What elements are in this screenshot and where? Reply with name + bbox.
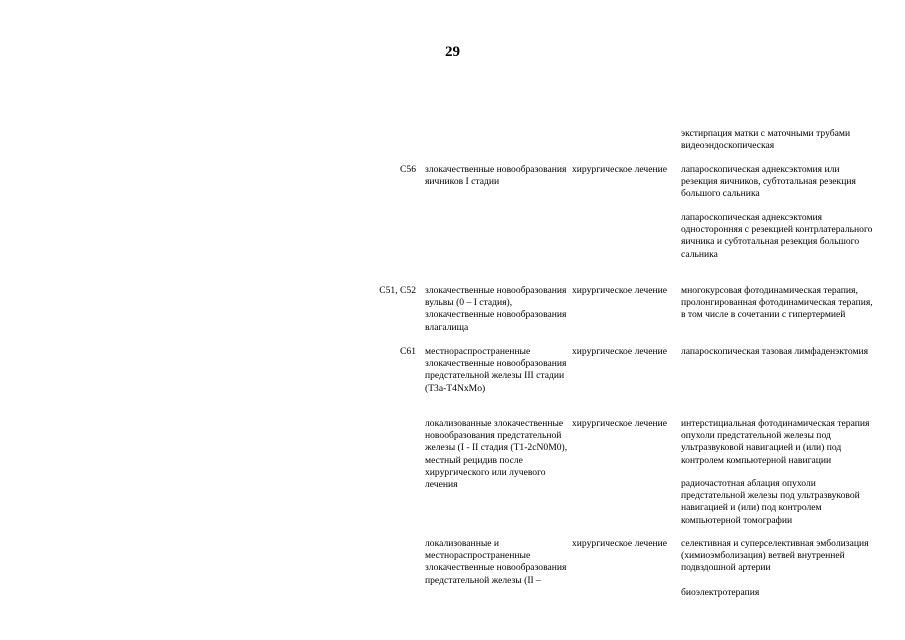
diagnosis-cell: местнораспространенные злокачественные новообразования предстательной железы III стадии (T3a-T4NxMo)	[425, 346, 567, 394]
icd-code: C51, C52	[379, 285, 416, 296]
diagnosis-cell: локализованные злокачественные новообразования предстательной железы (I - II стадия (T1-2cN0M0), местный рецидив после хирургического или лучевого лечения	[425, 418, 568, 491]
page-number: 29	[445, 44, 460, 60]
treatment-method: лапароскопическая аднексэктомия или резекция яичников, субтотальная резекция большого сальника	[681, 164, 856, 200]
treatment-method: лапароскопическая тазовая лимфаденэктомия	[681, 346, 869, 357]
treatment-method: многокурсовая фотодинамическая терапия, пролонгированная фотодинамическая терапия, в том числе в сочетании с гипертермией	[681, 285, 873, 321]
treatment-type-cell: хирургическое лечение	[572, 346, 668, 357]
treatment-type-cell: хирургическое лечение	[572, 418, 668, 429]
treatment-type-cell: хирургическое лечение	[572, 164, 668, 175]
treatment-type-cell: хирургическое лечение	[572, 538, 668, 549]
treatment-method: радиочастотная аблация опухоли предстательной железы под ультразвуковой навигацией и (или) под контролем компьютерной томографии	[681, 478, 860, 526]
treatment-method: экстирпация матки с маточными трубами видеоэндоскопическая	[681, 128, 851, 152]
icd-code: C61	[400, 346, 416, 357]
treatment-type-cell: хирургическое лечение	[572, 285, 668, 296]
treatment-method: биоэлектротерапия	[681, 587, 760, 598]
icd-code: C56	[400, 164, 416, 175]
treatment-method: селективная и суперселективная эмболизация (химиоэмболизация) ветвей внутренней подвздошной артерии	[681, 538, 869, 574]
treatment-method: интерстициальная фотодинамическая терапия опухоли предстательной железы под ультразвуковой навигацией и (или) под контролем компьютерной навигации	[681, 418, 870, 466]
treatment-method: лапароскопическая аднексэктомия односторонняя с резекцией контрлатерального яичника и субтотальная резекция большого сальника	[681, 212, 873, 260]
diagnosis-cell: злокачественные новообразования вульвы (0 – I стадия), злокачественные новообразования влагалища	[425, 285, 567, 333]
diagnosis-cell: злокачественные новообразования яичников I стадии	[425, 164, 567, 188]
diagnosis-cell: локализованные и местнораспространенные злокачественные новообразования предстательной железы (II –	[425, 538, 567, 586]
